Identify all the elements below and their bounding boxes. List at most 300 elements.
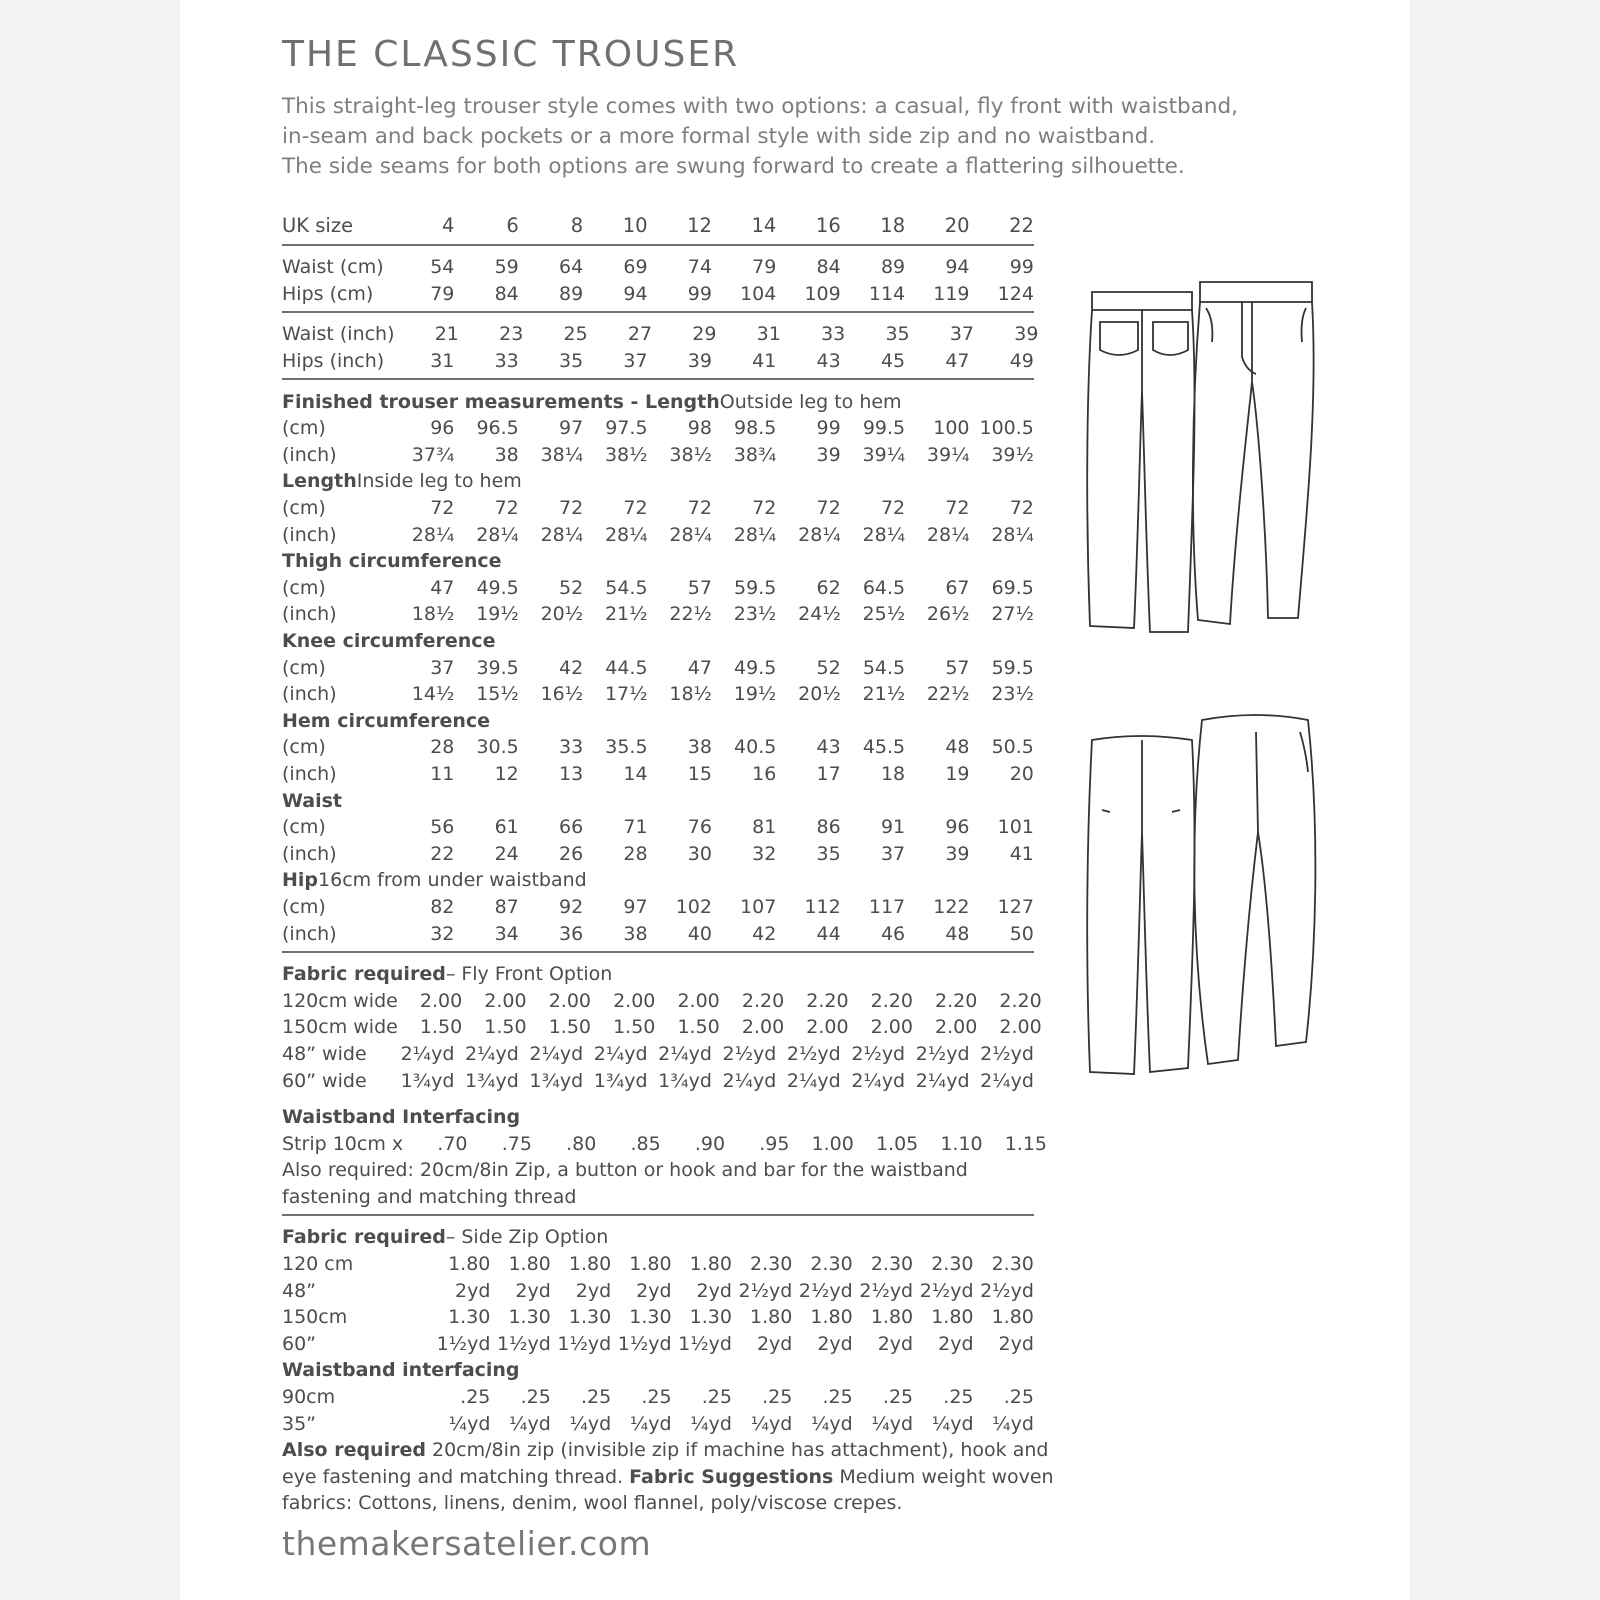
intro-line: This straight-leg trouser style comes with two options: a casual, fly front with waistband, [282,94,1238,119]
cell-value: ¼yd [509,1412,551,1435]
cell-value: 2yd [575,1279,612,1302]
cell-value: 62 [816,576,841,599]
body-measurement-row [282,321,1039,348]
finished-measurements-heading [282,388,1034,415]
cell-value: 57 [687,576,712,599]
finished-measurement-row [282,442,1034,469]
side-zip-fabric-row [282,1331,1034,1358]
fly-front-trouser-illustration [1080,262,1320,652]
cell-value: 1.80 [508,1253,551,1276]
cell-value: 2½yd [738,1279,793,1302]
cell-value: 52 [816,656,841,679]
cell-value: 72 [1009,497,1034,520]
cell-value: 1¾yd [658,1069,712,1092]
fly-front-fabric-row [282,987,1042,1014]
cell-value: 17 [816,762,841,785]
finished-measurement-row [282,654,1034,681]
cell-value: 29 [692,323,717,346]
finished-section-heading [282,628,1034,655]
cell-value: 1.05 [875,1132,919,1155]
cell-value: 69.5 [991,576,1034,599]
cell-value: 1.50 [677,1016,720,1039]
cell-value: 1½yd [496,1332,551,1355]
cell-value: 26½ [926,603,970,626]
cell-value: 2¼yd [915,1069,970,1092]
cell-value: 84 [816,256,841,279]
cell-value: 32 [752,842,777,865]
size-header-value: 8 [570,213,584,237]
cell-value: 1.80 [689,1253,732,1276]
size-header-value: 12 [687,213,712,237]
cell-value: 41 [752,350,777,373]
section-title: Hip [282,869,319,892]
cell-value: .25 [882,1386,914,1409]
cell-value: 2.00 [870,1016,913,1039]
cell-value: 14½ [411,683,455,706]
cell-value: .25 [762,1386,793,1409]
cell-value: 86 [816,816,841,839]
cell-value: 1.50 [419,1016,463,1039]
cell-value: 39 [687,350,712,373]
row-label: 60” [282,1332,317,1355]
cell-value: 28 [430,736,455,759]
cell-value: 1.50 [484,1016,527,1039]
finished-measurement-row [282,814,1034,841]
body-measurement-row [282,281,1034,308]
cell-value: 1.80 [629,1253,672,1276]
cell-value: 34 [494,922,519,945]
cell-value: 99 [1009,256,1034,279]
cell-value: 37 [430,656,455,679]
cell-value: 1.30 [629,1306,672,1329]
cell-value: 18½ [411,603,455,626]
cell-value: 94 [623,282,648,305]
cell-value: 33 [494,350,519,373]
cell-value: 2¼yd [464,1042,519,1065]
cell-value: 19 [945,762,970,785]
cell-value: 39 [945,842,970,865]
cell-value: 17½ [604,683,648,706]
cell-value: 82 [430,895,455,918]
cell-value: 38½ [604,443,648,466]
section-title: Hem circumference [282,709,491,732]
size-chart [282,210,1054,1517]
cell-value: 1.00 [811,1132,854,1155]
cell-value: 28¼ [798,523,841,546]
cell-value: 38¾ [733,443,777,466]
fly-front-fabric-row [282,1067,1034,1094]
cell-value: 22 [430,842,455,865]
fly-front-note: Also required: 20cm/8in Zip, a button or hook and bar for the waistband [282,1159,968,1181]
cell-value: 72 [494,497,519,520]
row-label: (inch) [282,523,337,546]
row-label: Hips (inch) [282,350,385,373]
fly-front-fabric-row [282,1014,1042,1041]
cell-value: 2½yd [851,1042,906,1065]
cell-value: 101 [997,816,1034,839]
intro-line: The side seams for both options are swung forward to create a flattering silhouette. [282,154,1185,179]
cell-value: 2½yd [919,1279,974,1302]
cell-value: 2¼yd [593,1042,648,1065]
cell-value: 1.30 [689,1306,732,1329]
cell-value: 35 [558,350,584,373]
cell-value: 50.5 [991,736,1034,759]
cell-value: 15½ [476,683,519,706]
cell-value: 61 [494,816,519,839]
body-measurement-row [282,254,1034,281]
cell-value: ¼yd [931,1412,974,1435]
finished-measurement-row [282,601,1034,628]
row-label: 150cm [282,1306,348,1329]
cell-value: 127 [997,895,1034,918]
finished-measurement-row [282,734,1034,761]
cell-value: 99 [687,282,712,305]
cell-value: 41 [1009,842,1034,865]
cell-value: 35.5 [605,736,648,759]
cell-value: 2.30 [931,1253,974,1276]
cell-value: 47 [945,350,970,373]
cell-value: 2¼yd [529,1042,584,1065]
cell-value: 35 [816,842,841,865]
row-label: (cm) [282,417,326,440]
cell-value: 43 [816,736,841,759]
cell-value: 37 [880,842,906,865]
finished-section-heading [282,787,1034,814]
cell-value: 1.50 [613,1016,656,1039]
row-label: (inch) [282,603,337,626]
divider [282,1214,1034,1216]
fly-front-heading [282,961,1034,988]
row-label: (cm) [282,656,326,679]
cell-value: 39½ [991,443,1034,466]
cell-value: 28¼ [411,523,455,546]
cell-value: 52 [558,576,584,599]
row-label: (cm) [282,497,326,520]
cell-value: 2.00 [419,989,463,1012]
cell-value: 31 [756,323,781,346]
cell-value: 59.5 [991,656,1034,679]
cell-value: 112 [804,895,841,918]
side-zip-note [282,1437,1049,1464]
cell-value: 100.5 [979,417,1034,440]
body-measurement-row [282,348,1034,375]
cell-value: 38½ [669,443,712,466]
row-label: Waist (cm) [282,256,384,279]
cell-value: 19½ [733,683,777,706]
cell-value: 28¼ [991,523,1034,546]
cell-value: 46 [880,922,906,945]
cell-value: 25 [563,323,588,346]
cell-value: 2.00 [741,1016,785,1039]
cell-value: 54.5 [862,656,906,679]
finished-section-heading [282,708,1034,735]
row-label: Waist (inch) [282,323,395,346]
cell-value: 1.80 [931,1306,974,1329]
section-title: Waistband Interfacing [282,1106,521,1129]
side-zip-note: fabrics: Cottons, linens, denim, wool flannel, poly/viscose crepes. [282,1492,903,1515]
cell-value: 40.5 [734,736,777,759]
cell-value: 43 [816,350,841,373]
cell-value: 1½yd [557,1332,612,1355]
cell-value: 72 [880,497,906,520]
size-header-label: UK size [282,213,354,237]
cell-value: 1.30 [568,1306,612,1329]
section-title: Thigh circumference [282,550,502,573]
cell-value: 109 [804,282,841,305]
cell-value: 37 [623,350,648,373]
cell-value: 100 [933,417,970,440]
cell-value: 96.5 [476,417,519,440]
divider [282,951,1034,953]
cell-value: 1½yd [678,1332,732,1355]
cell-value: 99 [816,417,841,440]
cell-value: 79 [752,256,777,279]
cell-value: 40 [687,922,712,945]
cell-value: 28¼ [926,523,970,546]
side-zip-note [282,1464,1054,1491]
cell-value: 2.00 [613,989,656,1012]
section-title: Waistband interfacing [282,1359,520,1382]
cell-value: 28¼ [540,523,584,546]
cell-value: 2.00 [999,1016,1042,1039]
section-subtitle: Outside leg to hem [719,390,902,413]
cell-value: 27 [627,323,653,346]
cell-value: 87 [494,895,519,918]
cell-value: 1¾yd [593,1069,648,1092]
cell-value: 2½yd [859,1279,914,1302]
cell-value: 30 [687,842,712,865]
cell-value: 16½ [540,683,584,706]
cell-value: 39 [816,443,841,466]
cell-value: .70 [437,1132,468,1155]
cell-value: 44 [816,922,841,945]
row-label: 90cm [282,1386,336,1409]
cell-value: 42 [752,922,777,945]
cell-value: 39¼ [862,443,906,466]
divider [282,378,1034,380]
cell-value: 2½yd [722,1042,777,1065]
row-label: (inch) [282,683,337,706]
cell-value: 28 [623,842,648,865]
cell-value: 99.5 [862,417,906,440]
cell-value: 97 [623,895,648,918]
cell-value: 32 [430,922,455,945]
row-label: Strip 10cm x [282,1132,404,1155]
cell-value: 47 [687,656,712,679]
cell-value: 16 [752,762,777,785]
section-title: Fabric required [282,1226,446,1249]
cell-value: .80 [566,1132,597,1155]
cell-value: 67 [945,576,970,599]
intro-line: in-seam and back pockets or a more formal style with side zip and no waistband. [282,124,1156,149]
row-label: 48” wide [282,1042,367,1065]
cell-value: 2yd [696,1279,732,1302]
cell-value: 13 [558,762,584,785]
cell-value: 2¼yd [980,1069,1034,1092]
cell-value: .25 [943,1386,974,1409]
cell-value: 28¼ [669,523,712,546]
cell-value: .75 [501,1132,532,1155]
cell-value: 119 [933,282,970,305]
cell-value: 22½ [926,683,970,706]
cell-value: 33 [558,736,584,759]
cell-value: 91 [880,816,906,839]
section-title: Waist [282,789,343,812]
website-footer: themakersatelier.com [282,1524,652,1563]
finished-measurement-row [282,415,1034,442]
cell-value: 1.30 [508,1306,551,1329]
cell-value: 1.80 [991,1306,1034,1329]
cell-value: 2.20 [870,989,913,1012]
cell-value: 26 [558,842,584,865]
size-header-value: 6 [506,213,519,237]
cell-value: 2.20 [806,989,849,1012]
cell-value: 2yd [817,1332,853,1355]
finished-measurement-row [282,495,1034,522]
cell-value: 89 [558,282,584,305]
fabric-suggestions-text: Medium weight woven [833,1465,1054,1488]
size-header-value: 22 [1009,213,1034,237]
row-label: 150cm wide [282,1016,398,1039]
cell-value: 39¼ [926,443,970,466]
cell-value: 2¼yd [786,1069,841,1092]
size-header-row [282,210,1034,240]
cell-value: 2yd [877,1332,914,1355]
cell-value: 59 [494,256,519,279]
cell-value: 28¼ [476,523,519,546]
section-subtitle: – Side Zip Option [445,1226,609,1249]
cell-value: 72 [752,497,777,520]
finished-measurement-row [282,575,1034,602]
cell-value: 122 [933,895,970,918]
cell-value: 98 [687,417,712,440]
fly-front-interfacing-heading [282,1104,1034,1131]
cell-value: 98.5 [734,417,777,440]
side-zip-fabric-row [282,1251,1034,1278]
fly-front-fabric-row [282,1041,1034,1068]
also-required-text: eye fastening and matching thread. [282,1465,630,1488]
fly-front-note: fastening and matching thread [282,1185,577,1208]
cell-value: 2¼yd [400,1042,455,1065]
cell-value: 59.5 [734,576,777,599]
cell-value: 117 [868,895,906,918]
cell-value: 38 [687,736,712,759]
cell-value: 23½ [991,683,1034,706]
cell-value: 72 [945,497,970,520]
cell-value: 104 [740,282,777,305]
cell-value: 2.00 [677,989,720,1012]
cell-value: 24 [494,842,519,865]
cell-value: 2½yd [915,1042,970,1065]
row-label: (inch) [282,922,337,945]
cell-value: 42 [558,656,584,679]
row-label: (inch) [282,443,337,466]
cell-value: 74 [687,256,712,279]
cell-value: 72 [558,497,584,520]
section-subtitle: – Fly Front Option [445,963,613,986]
cell-value: 57 [945,656,970,679]
row-label: (cm) [282,576,326,599]
cell-value: .25 [520,1386,551,1409]
cell-value: 2½yd [786,1042,841,1065]
cell-value: 2.00 [548,989,591,1012]
cell-value: 2.30 [870,1253,914,1276]
cell-value: 44.5 [605,656,648,679]
divider [282,244,1034,246]
section-title: Length [282,470,357,493]
cell-value: ¼yd [750,1412,793,1435]
row-label: (inch) [282,842,337,865]
cell-value: 72 [430,497,455,520]
cell-value: .25 [701,1386,732,1409]
row-label: Hips (cm) [282,282,374,305]
cell-value: 1.10 [940,1132,983,1155]
cell-value: 66 [558,816,584,839]
cell-value: 20½ [798,683,841,706]
finished-section-heading [282,468,1034,495]
also-required-label: Also required [282,1438,426,1461]
cell-value: ¼yd [871,1412,914,1435]
finished-section-heading [282,867,1034,894]
cell-value: 30.5 [476,736,519,759]
cell-value: 1¾yd [400,1069,455,1092]
cell-value: 1.80 [870,1306,914,1329]
cell-value: 81 [752,816,777,839]
page-title: THE CLASSIC TROUSER [282,34,740,75]
size-header-value: 14 [751,213,777,237]
cell-value: .85 [630,1132,661,1155]
side-zip-interfacing-heading [282,1357,1034,1384]
cell-value: 2.20 [741,989,785,1012]
cell-value: 2¼yd [722,1069,777,1092]
cell-value: 23½ [733,603,777,626]
cell-value: 96 [430,417,455,440]
cell-value: 97 [558,417,584,440]
cell-value: 72 [623,497,648,520]
cell-value: 27½ [991,603,1034,626]
size-header-value: 10 [622,213,648,237]
cell-value: 2½yd [980,1279,1034,1302]
cell-value: 35 [885,323,910,346]
section-title: Finished trouser measurements - Length [282,390,720,413]
cell-value: 25½ [862,603,906,626]
cell-value: 2.30 [750,1253,793,1276]
cell-value: 31 [430,350,455,373]
cell-value: ¼yd [690,1412,732,1435]
cell-value: .25 [460,1386,491,1409]
cell-value: 1.15 [1004,1132,1048,1155]
cell-value: 114 [868,282,906,305]
cell-value: 11 [430,762,455,785]
cell-value: 92 [558,895,584,918]
cell-value: 54.5 [605,576,648,599]
cell-value: 2.30 [991,1253,1034,1276]
cell-value: 28¼ [604,523,648,546]
cell-value: 72 [687,497,712,520]
cell-value: 49.5 [476,576,519,599]
row-label: 35” [282,1412,317,1435]
finished-measurement-row [282,920,1034,947]
cell-value: 2yd [938,1332,974,1355]
cell-value: 45.5 [862,736,906,759]
cell-value: 2½yd [980,1042,1034,1065]
cell-value: 97.5 [605,417,648,440]
cell-value: 18 [880,762,906,785]
cell-value: 84 [494,282,519,305]
cell-value: 2yd [515,1279,551,1302]
cell-value: 72 [816,497,841,520]
cell-value: 1.80 [810,1306,853,1329]
